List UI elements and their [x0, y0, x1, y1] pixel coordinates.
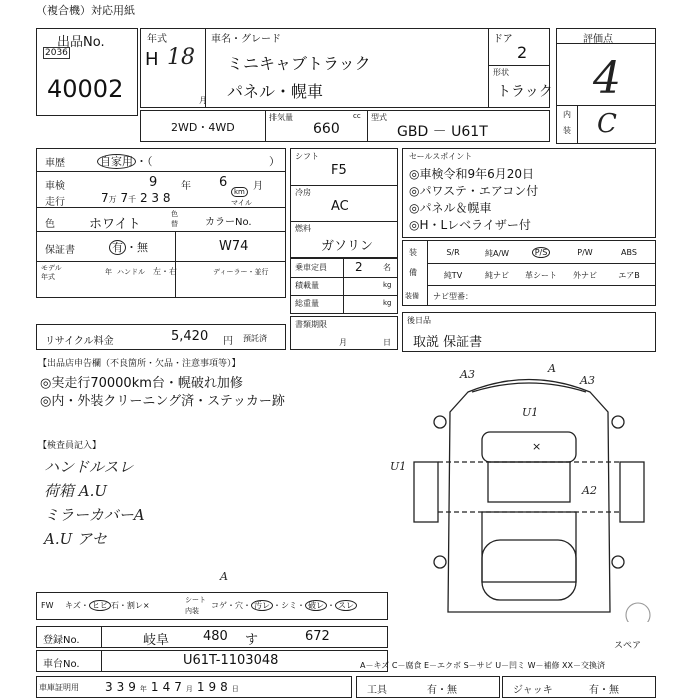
seat-damage-types: [211, 600, 357, 611]
cert-unit: 年: [139, 685, 151, 693]
registration-place: 岐阜: [143, 633, 170, 648]
year-label: 年式: [147, 34, 167, 45]
recycle-row: [36, 324, 286, 350]
handle-model-label-2: 年式: [41, 273, 55, 281]
mark-a3-right: A3: [580, 374, 595, 387]
warranty-label: 保証書: [45, 245, 75, 256]
seller-notes-label: 【出品店申告欄（不良箇所・欠品・注意事項等）】: [38, 359, 241, 369]
fw-type-crack-circled: ヒビ: [89, 600, 111, 611]
registration-number: 672: [305, 629, 330, 644]
jack-label: ジャッキ: [513, 685, 553, 696]
history-rest: ・（: [136, 155, 153, 168]
aircon-value: AC: [331, 199, 349, 214]
mark-u1-top: U1: [522, 406, 539, 419]
warranty-circled: 有: [109, 240, 126, 255]
cert-digit: 4: [162, 680, 175, 694]
fw-row: [36, 592, 388, 620]
engine-unit: cc: [353, 112, 361, 120]
windshield: [482, 432, 576, 462]
record-period-label: 書類期限: [295, 320, 327, 329]
year-era: H: [145, 49, 159, 70]
inspector-line: A.U アセ: [44, 530, 107, 548]
cert-digit: 7: [174, 680, 186, 694]
shift-value: F5: [331, 163, 347, 178]
doors-value: 2: [517, 43, 528, 62]
equip-airbag: エアB: [618, 271, 640, 280]
capacity-unit: 名: [383, 263, 391, 272]
mark-u1-left: U1: [390, 460, 407, 473]
mark-a-top: A: [548, 362, 556, 375]
cert-digit: 8: [220, 680, 232, 694]
nav-model-label: ナビ型番：: [433, 292, 473, 301]
seat-label-1: シート: [185, 596, 206, 604]
mark-x: ×: [532, 440, 542, 453]
seat-type-dirt-circled: 汚レ: [251, 600, 273, 611]
capacity-label: 乗車定員: [295, 263, 327, 272]
equip-abs: ABS: [621, 248, 637, 257]
sales-point-item: ◎H・Lレベライザー付: [409, 218, 531, 232]
equip-aw: 純A/W: [484, 249, 510, 258]
mileage-unit-km: km: [231, 187, 248, 197]
lot-label: 出品No.: [57, 35, 105, 50]
model-grade: パネル・幌車: [227, 82, 324, 101]
mileage-digit-4: 3: [151, 191, 160, 205]
record-period-day: 日: [383, 338, 391, 347]
registration-row: [36, 626, 388, 648]
load-unit: kg: [383, 281, 392, 289]
color-code-label: カラーNo.: [205, 217, 252, 228]
equip-leather: 革シート: [525, 271, 557, 280]
score-block: [556, 28, 656, 144]
capacity-value: 2: [355, 260, 363, 274]
equip-ext-nav: 外ナビ: [573, 271, 597, 280]
chassis-label: 車台No.: [43, 659, 80, 670]
shift-label: シフト: [295, 152, 319, 161]
seller-note-line: ◎実走行70000km台・幌破れ加修: [40, 376, 243, 391]
cert-digit: 3: [105, 680, 117, 694]
inspector-line: ミラーカバーA: [44, 506, 145, 524]
cargo-box: [482, 512, 576, 582]
mark-a-fw: A: [220, 570, 228, 583]
cert-digit: 9: [208, 680, 221, 694]
sales-point-item: ◎車検令和9年6月20日: [409, 167, 535, 181]
seat-type-stain: ・シミ・: [273, 601, 305, 610]
later-items-block: [402, 312, 656, 352]
seat-type-tear-circled: 破レ: [305, 600, 327, 611]
form-header-note: （複合機）対応用紙: [36, 4, 135, 17]
cert-digit: 1: [196, 680, 209, 694]
chassis-value: U61T-1103048: [183, 653, 279, 668]
vehicle-title-block: [140, 28, 553, 108]
inspector-label: 【検査員記入】: [38, 441, 102, 451]
handle-year-unit: 年: [105, 268, 112, 276]
dealer-label: ディーラー・並行: [213, 268, 269, 276]
record-period-block: [290, 316, 398, 350]
color-label: 色: [45, 219, 55, 230]
inspector-line: 荷箱 A.U: [44, 482, 108, 500]
type-label: 型式: [371, 113, 387, 122]
cert-digit: 3: [116, 680, 129, 694]
history-label: 車歴: [45, 158, 65, 169]
cert-digit: 9: [128, 680, 140, 694]
equipment-block: [402, 240, 656, 306]
mileage-digit-5: 8: [162, 191, 171, 205]
seat-type-burn: コゲ・穴・: [211, 601, 251, 610]
equipment-label-full: 装備: [405, 292, 419, 300]
inspection-year-unit: 年: [181, 181, 191, 192]
fw-label: FW: [41, 601, 54, 610]
lot-box: [36, 28, 138, 116]
interior-score: C: [597, 109, 617, 139]
handle-label: ハンドル: [117, 268, 145, 276]
car-damage-diagram: [398, 362, 660, 622]
garage-cert-row: [36, 676, 352, 698]
later-value: 取説 保証書: [413, 335, 483, 350]
mileage-unit-mile: マイル: [231, 199, 252, 207]
registration-class: 480: [203, 629, 228, 644]
cert-digit: 1: [150, 680, 163, 694]
seat-type-scuff-circled: スレ: [335, 600, 357, 611]
inspection-year: 9: [149, 175, 158, 190]
mileage-digit-1: 7: [101, 191, 109, 205]
cert-digits: [105, 680, 243, 694]
capacity-block: [290, 258, 398, 314]
equip-ps: [521, 248, 561, 257]
spare-label: スペア: [614, 641, 642, 651]
drive-text: 2WD・4WD: [171, 121, 235, 134]
shape-value: トラック: [497, 84, 553, 100]
color-code-value: W74: [219, 239, 249, 254]
equipment-label-2: 備: [409, 268, 417, 277]
equip-pw: P/W: [577, 248, 593, 257]
inspection-month: 6: [219, 175, 228, 190]
gross-unit: kg: [383, 299, 392, 307]
type-value: GBD － U61T: [397, 124, 488, 140]
history-close: ）: [269, 155, 280, 168]
engine-label: 排気量: [269, 113, 293, 122]
sales-points-block: [402, 148, 656, 238]
history-value: [97, 153, 153, 169]
tools-row: [356, 676, 500, 698]
load-label: 積載量: [295, 281, 319, 290]
sales-point-item: ◎パワステ・エアコン付: [409, 184, 539, 198]
mileage-unit-sen: 千: [128, 195, 137, 204]
sales-point-item: ◎パネル＆幌車: [409, 201, 492, 215]
damage-legend: A－キズ C－腐食 E－エクボ S－サビ U－凹ミ W－補修 XX－交換済: [360, 661, 606, 670]
model-label: 車名・グレード: [211, 34, 281, 45]
aircon-label: 冷房: [295, 188, 311, 197]
seller-note-line: ◎内・外装クリーニング済・ステッカー跡: [40, 394, 285, 409]
score-label: 評価点: [583, 34, 613, 45]
inspection-label: 車検: [45, 181, 65, 192]
recycle-value: 5,420: [171, 329, 209, 344]
equip-ps-circled: P/S: [532, 247, 551, 258]
color-value: ホワイト: [89, 217, 141, 232]
shape-label: 形状: [493, 68, 509, 77]
registration-kana: す: [245, 633, 259, 648]
history-block: [36, 148, 286, 298]
jack-row: [502, 676, 656, 698]
right-side: [620, 462, 644, 522]
score-value: 4: [593, 53, 621, 104]
jack-value: 有・無: [589, 685, 619, 696]
lot-number: 40002: [47, 75, 124, 103]
interior-label-1: 内: [563, 110, 571, 119]
mileage-digit-3: 2: [139, 191, 148, 205]
color-change-label-2: 替: [171, 220, 178, 228]
tools-label: 工具: [367, 685, 387, 696]
sales-points-label: セールスポイント: [409, 152, 473, 161]
record-period-month: 月: [339, 338, 347, 347]
recycle-unit: 円: [223, 336, 233, 347]
recycle-note: 預託済: [243, 334, 267, 343]
cert-unit: 日: [231, 685, 243, 693]
registration-label: 登録No.: [43, 635, 80, 646]
mileage-value: [101, 191, 171, 205]
spare-tire-icon: [626, 603, 650, 622]
handle-options: 左・右: [153, 267, 177, 276]
seat-label-2: 内装: [185, 607, 199, 615]
history-circled: 自家用: [97, 154, 136, 169]
year-month-unit: 月: [199, 96, 207, 105]
rear-panel: [482, 540, 576, 600]
fw-type-scratch: キズ・: [65, 601, 89, 610]
lot-small-code: 2036: [45, 48, 68, 58]
mileage-digit-2: 7: [120, 191, 129, 205]
tools-value: 有・無: [427, 685, 457, 696]
seat-separator: ・: [327, 601, 335, 610]
year-value: 18: [167, 45, 195, 70]
equip-sr: S/R: [446, 248, 460, 257]
fw-damage-types: [65, 600, 150, 611]
fuel-value: ガソリン: [321, 239, 374, 254]
inspector-line: ハンドルスレ: [44, 458, 134, 476]
warranty-value: [109, 239, 148, 255]
cab-roof: [488, 462, 570, 502]
equipment-label-1: 装: [409, 248, 417, 257]
model-name: ミニキャブトラック: [227, 54, 371, 73]
mileage-unit-man: 万: [108, 195, 117, 204]
doors-label: ドア: [493, 34, 513, 45]
inspection-month-unit: 月: [253, 181, 263, 192]
handle-model-label-1: モデル: [41, 264, 62, 272]
left-side: [414, 462, 438, 522]
mileage-label: 走行: [45, 197, 65, 208]
later-label: 後日品: [407, 316, 431, 325]
recycle-label: リサイクル料金: [45, 336, 114, 347]
chassis-row: [36, 650, 388, 672]
mark-a2-right: A2: [582, 484, 597, 497]
equip-tv: 純TV: [443, 271, 463, 280]
engine-value: 660: [313, 121, 340, 137]
mark-a3-left: A3: [460, 368, 475, 381]
fw-type-stone: 石・割レ×: [110, 601, 150, 610]
mechanical-block: [290, 148, 398, 258]
equip-nav: 純ナビ: [485, 271, 509, 280]
interior-label-2: 装: [563, 126, 571, 135]
color-change-label-1: 色: [171, 210, 178, 218]
spec-row: [140, 110, 550, 142]
warranty-rest: ・無: [126, 241, 148, 254]
fuel-label: 燃料: [295, 224, 311, 233]
cert-label: 車庫証明用: [39, 683, 79, 692]
gross-label: 総重量: [295, 299, 319, 308]
cert-unit: 月: [185, 685, 197, 693]
